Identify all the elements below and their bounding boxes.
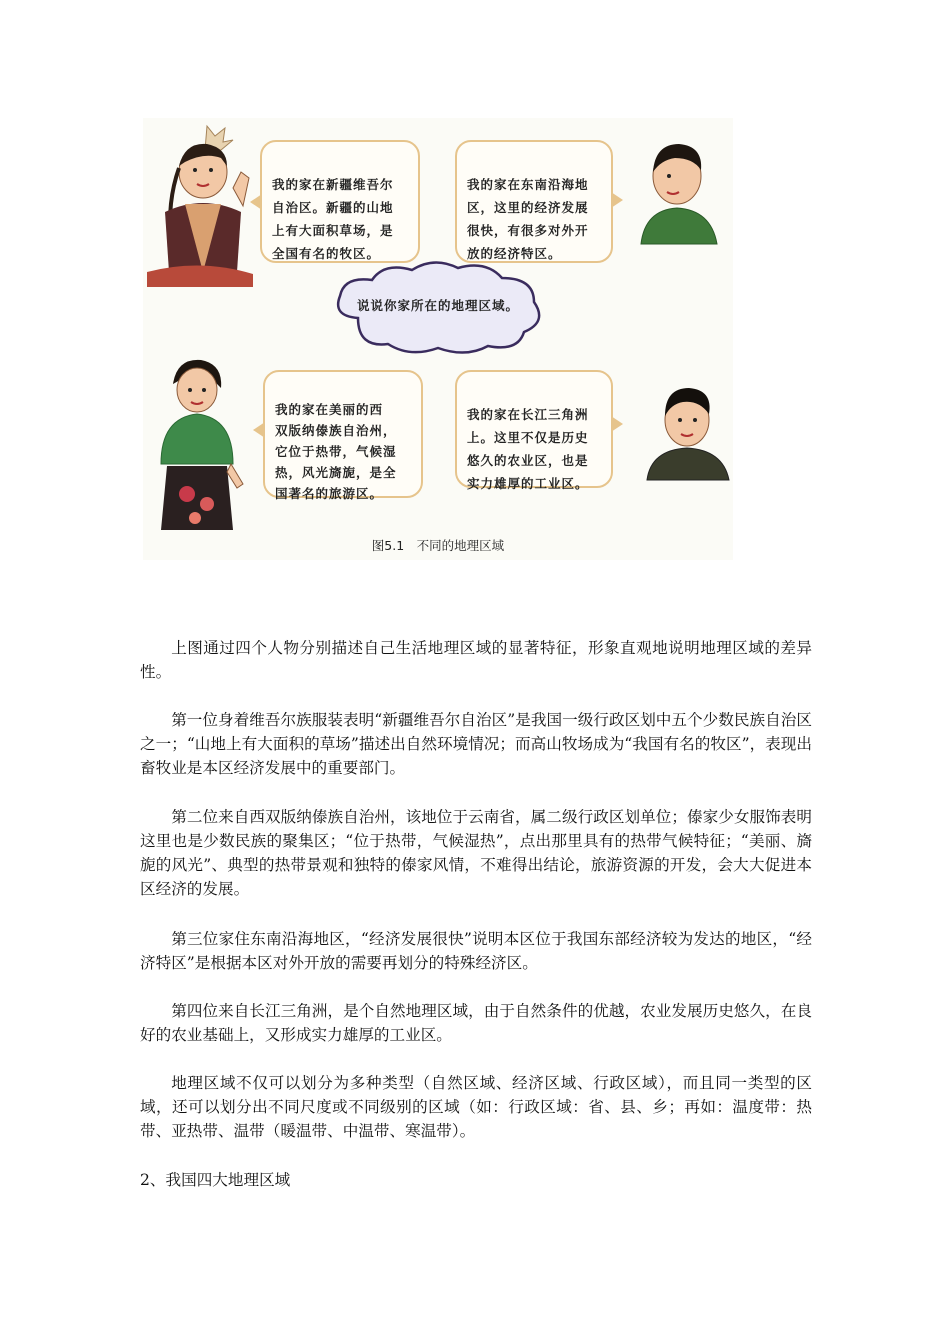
speech-bubble-yangtze — [455, 370, 613, 491]
paragraph-southeast: 第三位家住东南沿海地区，“经济发展很快”说明本区位于我国东部经济较为发达的地区，“经济特区”是根据本区对外开放的需要再划分的特殊经济区。 — [140, 930, 812, 972]
bubble-tail — [250, 194, 262, 210]
bubble-tail — [253, 422, 265, 438]
bubble-text: 我的家在长江三角洲 上。这里不仅是历史 悠久的农业区，也是 实力雄厚的工业区。 — [467, 407, 589, 491]
paragraph-region-types: 地理区域不仅可以划分为多种类型（自然区域、经济区域、行政区域），而且同一类型的区域，还可以划分出不同尺度或不同级别的区域（如：行政区域：省、县、乡；再如：温度带：热带、亚热带、温带（暖温带、中温带、寒温带）。 — [140, 1074, 812, 1140]
uyghur-girl-illustration — [145, 122, 255, 287]
paragraph-yangtze: 第四位来自长江三角洲，是个自然地理区域，由于自然条件的优越，农业发展历史悠久，在良好的农业基础上，又形成实力雄厚的工业区。 — [140, 1002, 812, 1044]
paragraph-intro: 上图通过四个人物分别描述自己生活地理区域的显著特征，形象直观地说明地理区域的差异性。 — [140, 639, 812, 681]
bubble-text: 我的家在新疆维吾尔 自治区。新疆的山地 上有大面积草场，是 全国有名的牧区。 — [272, 177, 394, 261]
paragraph-xishuangbanna: 第二位来自西双版纳傣族自治州，该地位于云南省，属二级行政区划单位；傣家少女服饰表明这里也是少数民族的聚集区；“位于热带，气候湿热”，点出那里具有的热带气候特征；“美丽、旖旎的风光”、典型的热带景观和独特的傣家风情，不难得出结论，旅游资源的开发，会大大促进本区经济的发展。 — [140, 808, 812, 898]
bubble-text: 我的家在东南沿海地 区，这里的经济发展 很快，有很多对外开 放的经济特区。 — [467, 177, 589, 261]
cloud-prompt-text: 说说你家所在的地理区域。 — [356, 298, 519, 313]
figure-geographic-regions — [143, 118, 733, 560]
discussion-cloud — [328, 258, 548, 358]
bubble-tail — [611, 192, 623, 208]
dai-girl-illustration — [147, 354, 247, 534]
speech-bubble-xishuangbanna — [263, 370, 423, 501]
bubble-text: 我的家在美丽的西 双版纳傣族自治州， 它位于热带，气候湿 热，风光旖旎，是全 国著名的旅游区。 — [275, 402, 397, 501]
section-heading: 2、我国四大地理区域 — [140, 1171, 291, 1189]
speech-bubble-southeast — [455, 140, 613, 263]
paragraph-xinjiang: 第一位身着维吾尔族服装表明“新疆维吾尔自治区”是我国一级行政区划中五个少数民族自治区之一；“山地上有大面积的草场”描述出自然环境情况；而高山牧场成为“我国有名的牧区”，表现出畜牧业是本区经济发展中的重要部门。 — [140, 711, 812, 777]
boy-illustration — [633, 136, 723, 246]
man-illustration — [643, 382, 733, 482]
bubble-tail — [611, 416, 623, 432]
figure-caption: 图5.1 不同的地理区域 — [371, 538, 505, 553]
speech-bubble-xinjiang — [260, 140, 420, 263]
